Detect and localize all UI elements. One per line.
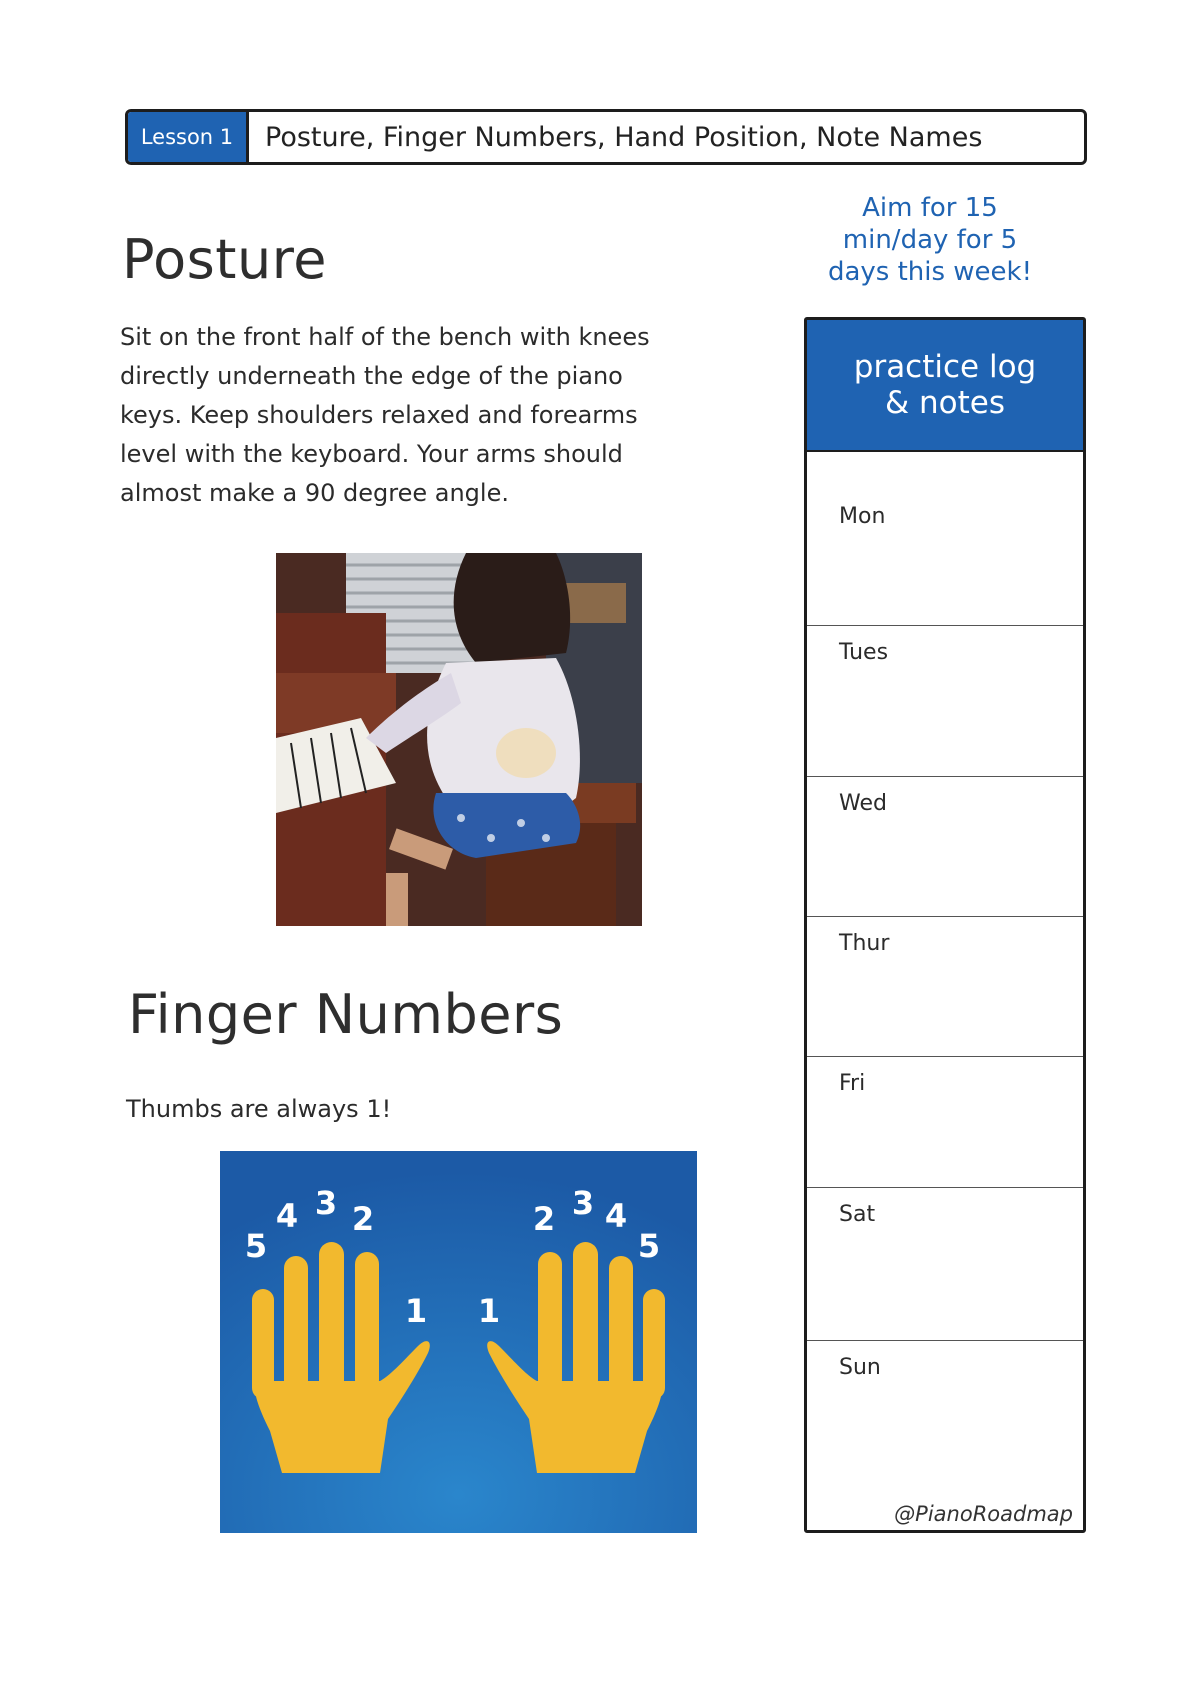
day-label: Thur <box>839 931 890 956</box>
day-label: Sun <box>839 1355 881 1380</box>
credit-handle: @PianoRoadmap <box>894 1502 1073 1526</box>
right-finger-5: 5 <box>637 1227 661 1265</box>
log-row-mon[interactable] <box>807 450 1083 625</box>
log-row-thur[interactable] <box>807 916 1083 1056</box>
posture-description <box>120 318 730 513</box>
finger-numbers-diagram <box>220 1151 697 1533</box>
day-label: Tues <box>839 640 889 665</box>
lesson-header <box>125 109 1087 165</box>
posture-photo-image <box>276 553 642 926</box>
posture-heading: Posture <box>122 228 327 291</box>
practice-goal <box>810 192 1050 288</box>
log-row-tues[interactable] <box>807 625 1083 776</box>
left-finger-3: 3 <box>314 1184 338 1222</box>
right-finger-2: 2 <box>532 1200 556 1238</box>
practice-goal-line: Aim for 15 <box>862 193 998 223</box>
practice-goal-line: min/day for 5 <box>842 225 1018 255</box>
day-label: Wed <box>839 791 887 816</box>
right-finger-3: 3 <box>571 1184 595 1222</box>
left-finger-2: 2 <box>351 1200 375 1238</box>
log-row-wed[interactable] <box>807 776 1083 916</box>
day-label: Sat <box>839 1202 876 1227</box>
hands-illustration <box>220 1151 697 1533</box>
posture-line: Sit on the front half of the bench with knees <box>120 323 650 351</box>
log-row-sat[interactable] <box>807 1187 1083 1340</box>
left-finger-5: 5 <box>244 1227 268 1265</box>
posture-line: directly underneath the edge of the piano <box>120 362 623 390</box>
practice-goal-line: days this week! <box>827 257 1033 287</box>
posture-line: almost make a 90 degree angle. <box>120 479 509 507</box>
thumbs-note: Thumbs are always 1! <box>126 1095 392 1123</box>
lesson-label: Lesson 1 <box>128 112 249 162</box>
posture-line: keys. Keep shoulders relaxed and forearms <box>120 401 638 429</box>
lesson-title: Posture, Finger Numbers, Hand Position, Note Names <box>265 121 983 153</box>
practice-log-title-line: & notes <box>884 385 1006 421</box>
posture-photo <box>276 553 642 926</box>
right-finger-4: 4 <box>604 1197 628 1235</box>
practice-log-title-line: practice log <box>853 349 1037 385</box>
left-finger-4: 4 <box>275 1197 299 1235</box>
finger-numbers-heading: Finger Numbers <box>128 983 564 1046</box>
posture-line: level with the keyboard. Your arms should <box>120 440 623 468</box>
left-finger-1: 1 <box>404 1292 428 1330</box>
day-label: Mon <box>839 504 886 529</box>
day-label: Fri <box>839 1071 866 1096</box>
practice-log-title <box>807 320 1083 452</box>
practice-log <box>804 317 1086 1533</box>
right-finger-1: 1 <box>477 1292 501 1330</box>
log-row-fri[interactable] <box>807 1056 1083 1187</box>
